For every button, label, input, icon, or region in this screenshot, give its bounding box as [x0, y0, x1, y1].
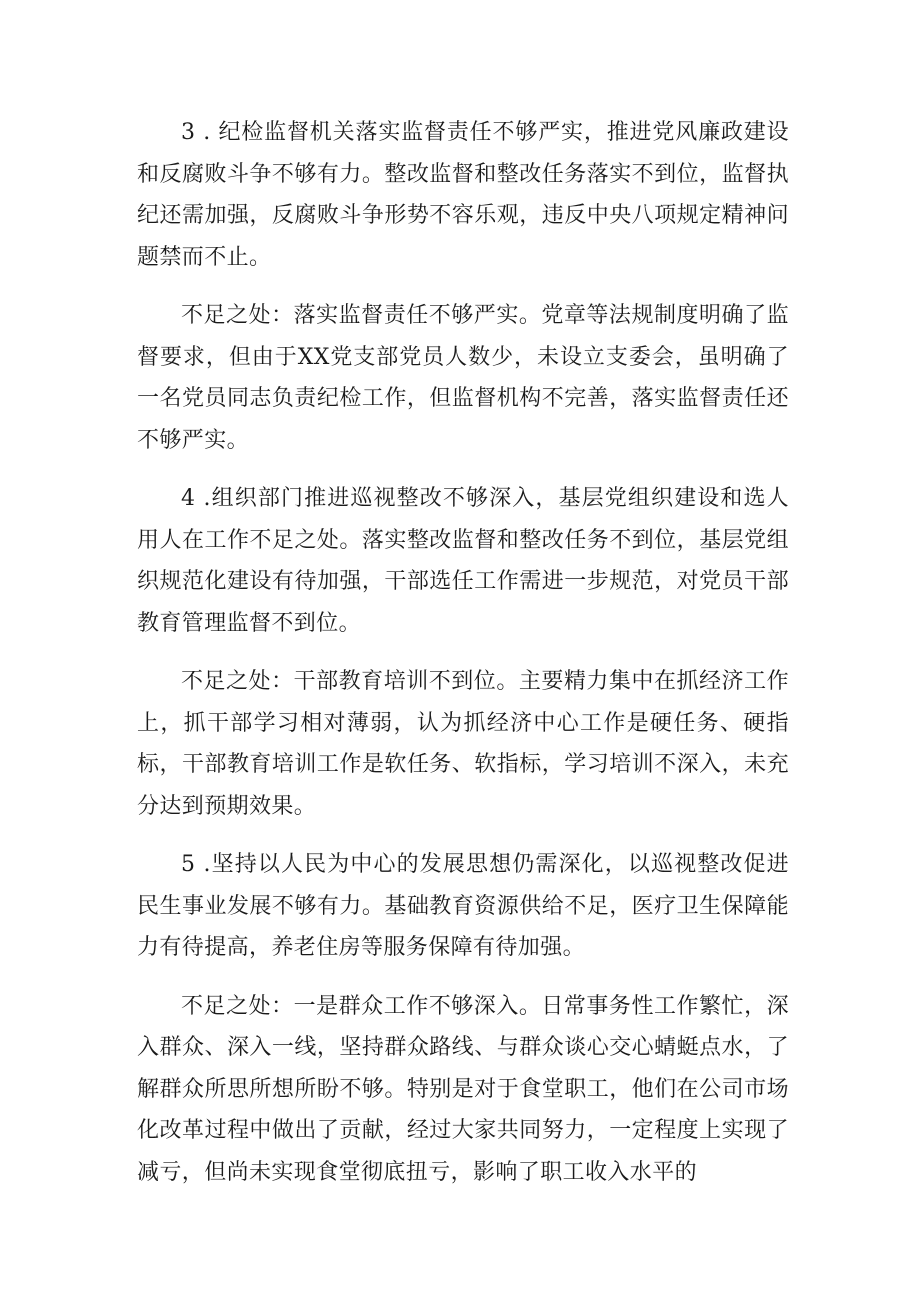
paragraph-item-3-discipline: 3 . 纪检监督机关落实监督责任不够严实，推进党风廉政建设和反腐败斗争不够有力。整改监督和整改任务落实不到位，监督执纪还需加强，反腐败斗争形势不容乐观，违反中央八项规定精神问题禁而不止。: [137, 120, 789, 270]
paragraph-item-4-organization: 4 .组织部门推进巡视整改不够深入，基层党组织建设和选人用人在工作不足之处。落实整改监督和整改任务不到位，基层党组织规范化建设有待加强，干部选任工作需进一步规范，对党员干部教育管理监督不到位。: [137, 486, 789, 636]
paragraph-shortcoming-training: 不足之处：干部教育培训不到位。主要精力集中在抓经济工作上，抓干部学习相对薄弱，认为抓经济中心工作是硬任务、硬指标，干部教育培训工作是软任务、软指标，学习培训不深入，未充分达到预期效果。: [137, 669, 789, 819]
document-body: [137, 112, 789, 1210]
paragraph-item-5-people: 5 .坚持以人民为中心的发展思想仍需深化，以巡视整改促进民生事业发展不够有力。基础教育资源供给不足，医疗卫生保障能力有待提高，养老住房等服务保障有待加强。: [137, 852, 789, 960]
paragraph-shortcoming-mass-work: 不足之处：一是群众工作不够深入。日常事务性工作繁忙，深入群众、深入一线，坚持群众路线、与群众谈心交心蜻蜓点水，了解群众所思所想所盼不够。特别是对于食堂职工，他们在公司市场化改革过程中做出了贡献，经过大家共同努力，一定程度上实现了减亏，但尚未实现食堂彻底扭亏，影响了职工收入水平的: [137, 993, 789, 1185]
paragraph-shortcoming-supervision: 不足之处：落实监督责任不够严实。党章等法规制度明确了监督要求，但由于XX党支部党员人数少，未设立支委会，虽明确了一名党员同志负责纪检工作，但监督机构不完善，落实监督责任还不够严实。: [137, 303, 789, 453]
